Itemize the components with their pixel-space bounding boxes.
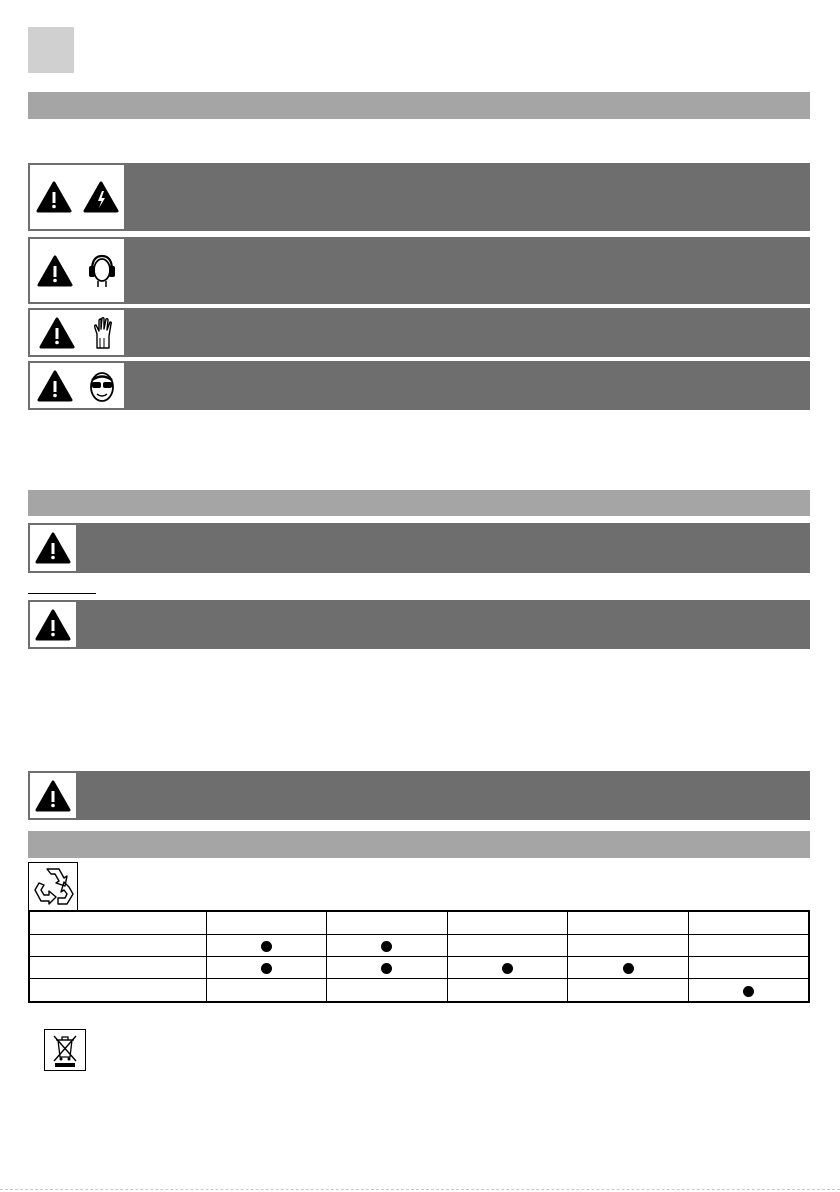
warning-box-general-2 [28,600,810,649]
section-3-header [28,831,810,858]
table-row [29,956,809,978]
table-cell-dot [447,956,568,978]
table-cell [688,911,809,934]
section-2-header [28,490,810,516]
warning-triangle-icon [36,180,72,214]
filled-dot-icon [502,963,513,974]
filled-dot-icon [381,941,392,952]
table-cell [206,979,327,1002]
recycle-icon [28,862,78,910]
table-cell [29,956,206,978]
section-1-header [28,92,810,119]
table-cell [327,911,448,934]
warning-triangle-icon [37,254,73,288]
material-matrix-table [28,910,810,1003]
warning-box-ear [28,237,810,304]
table-cell-dot [327,934,448,956]
warning-icons [30,239,124,302]
underline-rule [28,593,96,594]
table-row [29,979,809,1002]
table-cell [447,911,568,934]
warning-box-shock [28,163,810,231]
warning-box-gloves [28,308,810,357]
warning-box-general-1 [28,523,810,573]
filled-dot-icon [381,963,392,974]
filled-dot-icon [743,986,754,997]
warning-triangle-icon [35,779,71,813]
warning-icons [30,363,124,408]
table-cell [29,934,206,956]
table-cell [327,979,448,1002]
table-cell [447,979,568,1002]
warning-icons [30,525,76,571]
warning-triangle-icon [35,608,71,642]
table-cell-dot [688,979,809,1002]
crossed-out-bin-icon [44,1029,86,1071]
warning-triangle-icon [39,316,75,350]
ear-protection-icon [87,253,117,289]
filled-dot-icon [261,963,272,974]
warning-box-glasses [28,361,810,410]
warning-box-general-3 [28,771,810,820]
warning-triangle-icon [35,531,71,565]
filled-dot-icon [261,941,272,952]
gloves-icon [92,316,116,350]
table-cell [447,934,568,956]
warning-triangle-icon [37,369,73,403]
table-cell-dot [206,934,327,956]
table-cell [568,979,689,1002]
electric-shock-icon [83,180,119,214]
table-cell [688,934,809,956]
table-cell [29,979,206,1002]
warning-icons [30,602,76,647]
safety-glasses-icon [87,369,117,403]
page-tab [28,27,74,73]
table-cell [568,934,689,956]
table-cell-dot [327,956,448,978]
warning-icons [30,310,124,355]
table-cell [568,911,689,934]
table-row [29,934,809,956]
table-cell [29,911,206,934]
table-cell-dot [206,956,327,978]
table-cell [206,911,327,934]
filled-dot-icon [623,963,634,974]
page-footer-rule [0,1189,840,1190]
warning-icons [30,165,124,229]
table-cell [688,956,809,978]
table-row [29,911,809,934]
table-cell-dot [568,956,689,978]
warning-icons [30,773,76,818]
